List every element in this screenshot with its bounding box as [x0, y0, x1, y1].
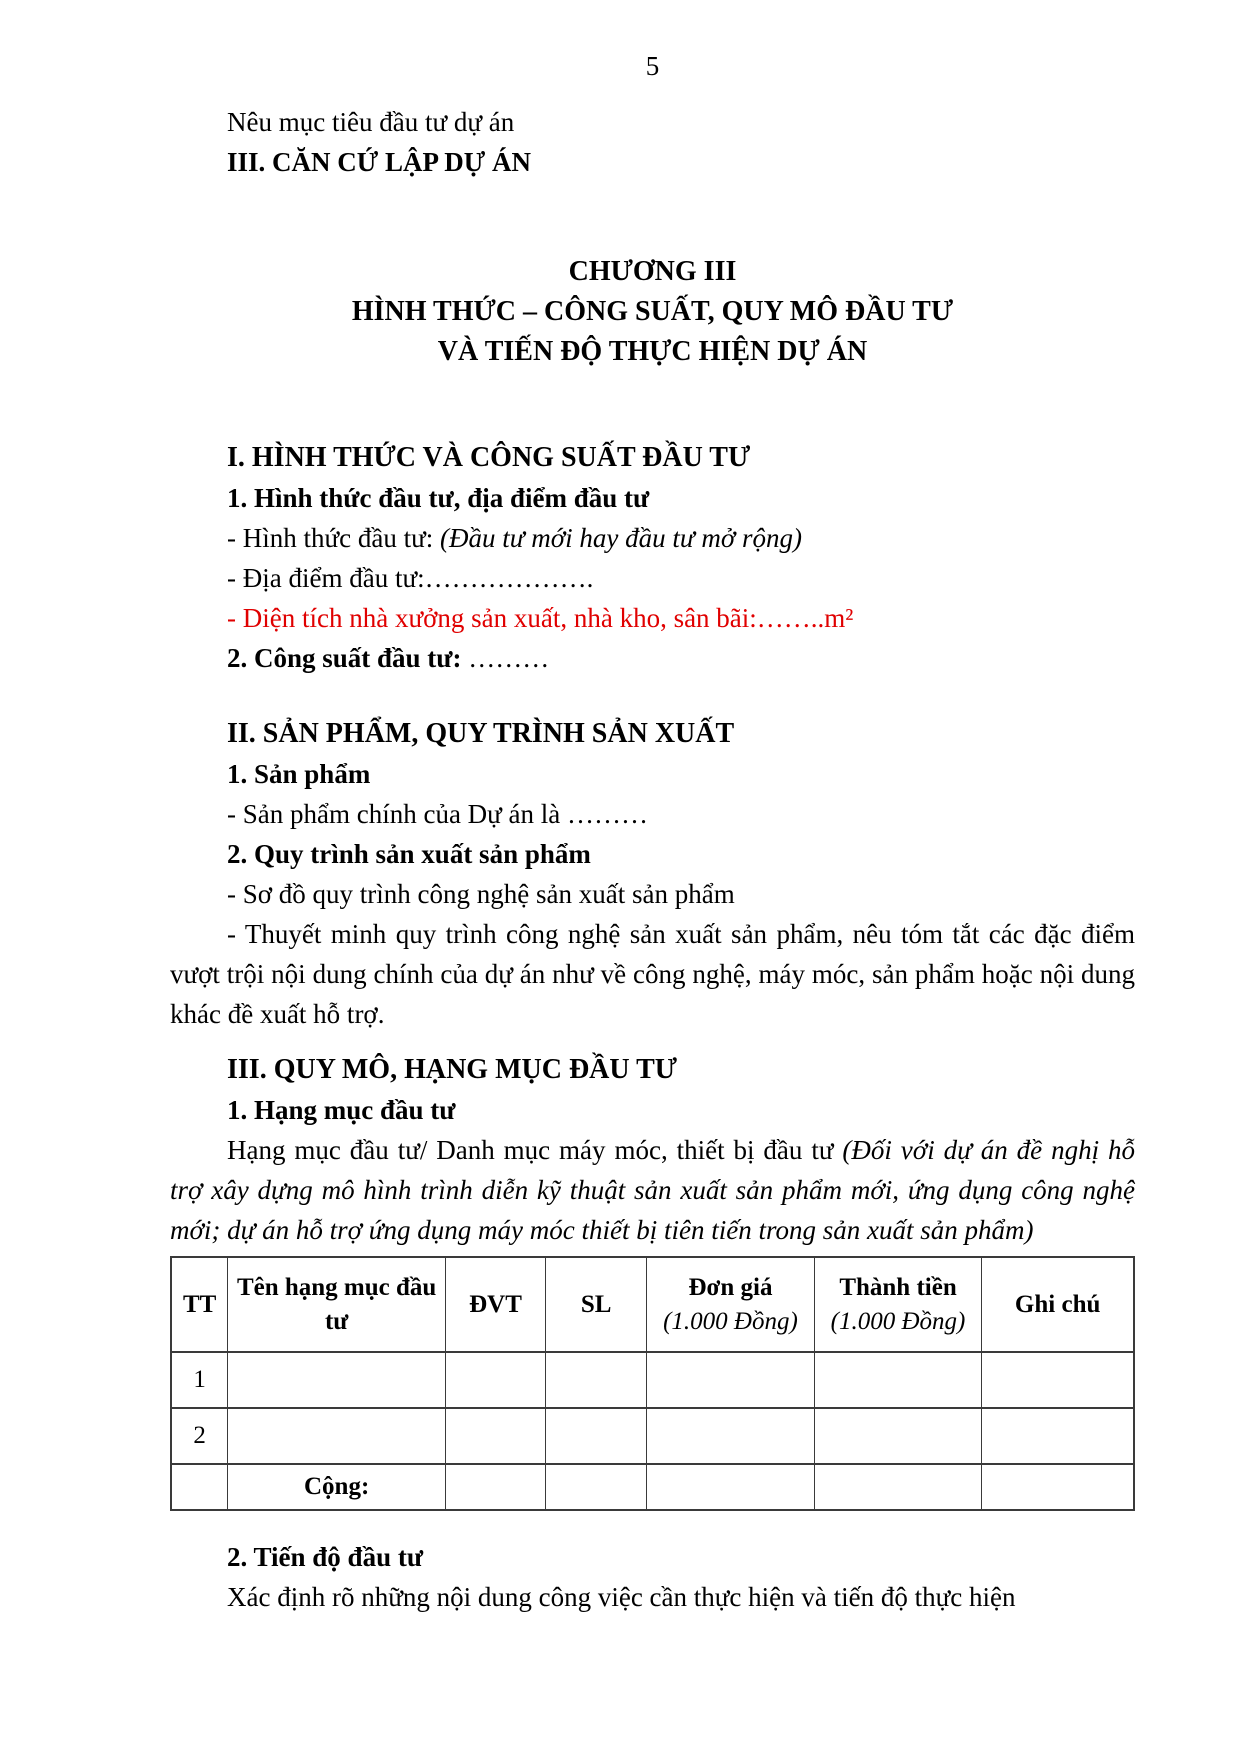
section-1-heading: I. HÌNH THỨC VÀ CÔNG SUẤT ĐẦU TƯ	[227, 442, 751, 473]
row-1-total	[814, 1352, 982, 1408]
total-note: (1.000 Đồng)	[830, 1307, 966, 1335]
investment-location-line: - Địa điểm đầu tư:……………….	[227, 563, 594, 593]
chapter-title: CHƯƠNG III	[568, 256, 737, 287]
row-1-sl	[546, 1352, 647, 1408]
chapter-subtitle-2: VÀ TIẾN ĐỘ THỰC HIỆN DỰ ÁN	[437, 336, 868, 367]
main-product-line: - Sản phẩm chính của Dự án là ………	[227, 799, 649, 829]
factory-area-line: - Diện tích nhà xưởng sản xuất, nhà kho, sân bãi:……..m²	[227, 603, 854, 633]
footer-unit-price	[647, 1464, 815, 1510]
section-1-sub-1-heading: 1. Hình thức đầu tư, địa điểm đầu tư	[227, 483, 650, 513]
col-header-total: Thành tiền (1.000 Đồng)	[814, 1257, 982, 1352]
col-header-unit-price: Đơn giá (1.000 Đồng)	[647, 1257, 815, 1352]
table-header-row	[171, 1257, 1134, 1352]
items-intro-italic: (Đối với dự án đề nghị hỗ trợ xây dựng mô hình trình diễn kỹ thuật sản xuất sản phẩm mới, ứng dụng công nghệ mới; dự án hỗ trợ ứng dụng máy móc thiết bị tiên tiến trong sản xuất sản phẩm)	[170, 1135, 1135, 1245]
section-3-heading: III. QUY MÔ, HẠNG MỤC ĐẦU TƯ	[227, 1054, 678, 1085]
row-1-unit-price	[647, 1352, 815, 1408]
row-1-tt: 1	[171, 1352, 228, 1408]
row-2-ghi-chu	[982, 1408, 1134, 1464]
table-footer-row	[171, 1464, 1134, 1510]
footer-sl	[546, 1464, 647, 1510]
row-1-item-name	[228, 1352, 446, 1408]
sum-label: Cộng:	[228, 1464, 446, 1510]
unit-price-note: (1.000 Đồng)	[663, 1307, 798, 1335]
footer-ghi-chu	[982, 1464, 1134, 1510]
capacity-line	[170, 638, 1135, 678]
schedule-line: Xác định rõ những nội dung công việc cần thực hiện và tiến độ thực hiện	[227, 1582, 1016, 1612]
items-intro-paragraph	[170, 1130, 1135, 1250]
items-intro-normal: Hạng mục đầu tư/ Danh mục máy móc, thiết bị đầu tư	[227, 1135, 843, 1165]
row-1-ghi-chu	[982, 1352, 1134, 1408]
capacity-dots: ………	[468, 643, 550, 673]
investment-form-label: - Hình thức đầu tư:	[227, 523, 440, 553]
objective-line: Nêu mục tiêu đầu tư dự án	[227, 107, 515, 137]
footer-total	[814, 1464, 982, 1510]
table-row	[171, 1408, 1134, 1464]
col-header-ghi-chu: Ghi chú	[982, 1257, 1134, 1352]
row-2-unit-price	[647, 1408, 815, 1464]
row-2-sl	[546, 1408, 647, 1464]
section-3-sub-2-heading: 2. Tiến độ đầu tư	[227, 1542, 424, 1572]
col-header-dvt: ĐVT	[445, 1257, 545, 1352]
col-header-sl: SL	[546, 1257, 647, 1352]
section-2-heading: II. SẢN PHẨM, QUY TRÌNH SẢN XUẤT	[227, 718, 735, 749]
process-explain-paragraph: - Thuyết minh quy trình công nghệ sản xuất sản phẩm, nêu tóm tắt các đặc điểm vượt trội nội dung chính của dự án như về công nghệ, máy móc, sản phẩm hoặc nội dung khác đề xuất hỗ trợ.	[170, 919, 1135, 1029]
page-number: 5	[645, 51, 660, 81]
investment-items-table	[170, 1256, 1135, 1511]
investment-form-line	[170, 518, 1135, 558]
capacity-label: 2. Công suất đầu tư:	[227, 643, 469, 673]
row-2-tt: 2	[171, 1408, 228, 1464]
section-2-sub-2-heading: 2. Quy trình sản xuất sản phẩm	[227, 839, 591, 869]
chapter-subtitle-1: HÌNH THỨC – CÔNG SUẤT, QUY MÔ ĐẦU TƯ	[351, 296, 954, 327]
section-3-sub-1-heading: 1. Hạng mục đầu tư	[227, 1095, 456, 1125]
section-2-sub-1-heading: 1. Sản phẩm	[227, 759, 371, 789]
row-1-dvt	[445, 1352, 545, 1408]
investment-form-note: (Đầu tư mới hay đầu tư mở rộng)	[439, 523, 802, 553]
col-header-item-name: Tên hạng mục đầu tư	[228, 1257, 446, 1352]
row-2-dvt	[445, 1408, 545, 1464]
col-header-tt: TT	[171, 1257, 228, 1352]
table-row	[171, 1352, 1134, 1408]
footer-tt	[171, 1464, 228, 1510]
row-2-total	[814, 1408, 982, 1464]
footer-dvt	[445, 1464, 545, 1510]
process-diagram-line: - Sơ đồ quy trình công nghệ sản xuất sản phẩm	[227, 879, 735, 909]
row-2-item-name	[228, 1408, 446, 1464]
section-heading-can-cu: III. CĂN CỨ LẬP DỰ ÁN	[227, 147, 532, 177]
